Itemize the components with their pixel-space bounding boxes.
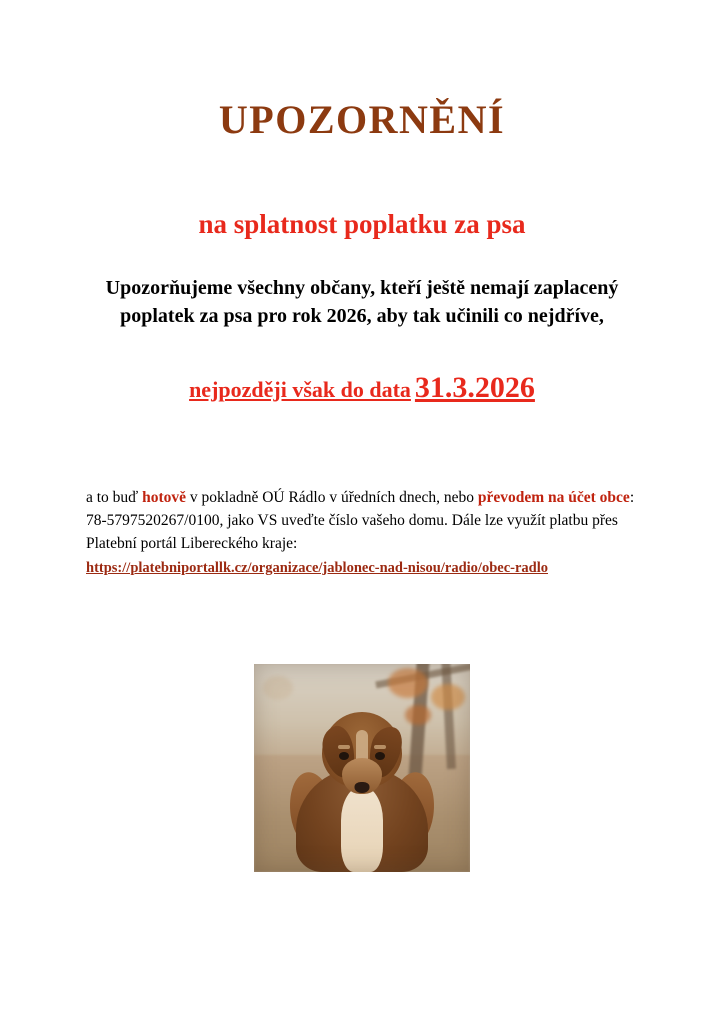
dog-eye-right [375,752,385,760]
page-subtitle: na splatnost poplatku za psa [198,209,526,239]
foliage-icon [388,668,428,698]
dog-eye-left [339,752,349,760]
payment-portal-link[interactable]: https://platebniportallk.cz/organizace/jablonec-nad-nisou/radio/obec-radlo [86,559,548,576]
dog-chest [341,786,383,872]
page-title: UPOZORNĚNÍ [218,97,506,142]
payment-cash-highlight: hotově [142,488,187,506]
dog-photo [254,664,470,872]
payment-instructions [44,405,680,580]
dog-brow-left [338,745,350,749]
dog-brow-right [374,745,386,749]
payment-transfer-highlight: převodem na účet obce [477,488,630,506]
deadline-line [44,331,680,405]
dog-head [322,712,402,788]
payment-lead: a to buď [86,488,139,506]
deadline-date: 31.3.2026 [414,370,535,404]
notice-body: Upozorňujeme všechny občany, kteří ještě nemají zaplacený poplatek za psa pro rok 2026, aby tak učinili co nejdříve, [105,277,619,328]
deadline-label: nejpozději však do data [189,376,411,402]
foliage-icon [263,676,293,700]
dog-illustration [288,700,436,872]
photo-container [44,580,680,872]
dog-nose [355,782,370,793]
payment-account-text: : 78-5797520267/0100, jako VS uveďte číslo vašeho domu. Dále lze využít platbu přes Platební portál Libereckého kraje: [86,488,635,552]
payment-mid-text: v pokladně OÚ Rádlo v úředních dnech, nebo [189,488,474,506]
